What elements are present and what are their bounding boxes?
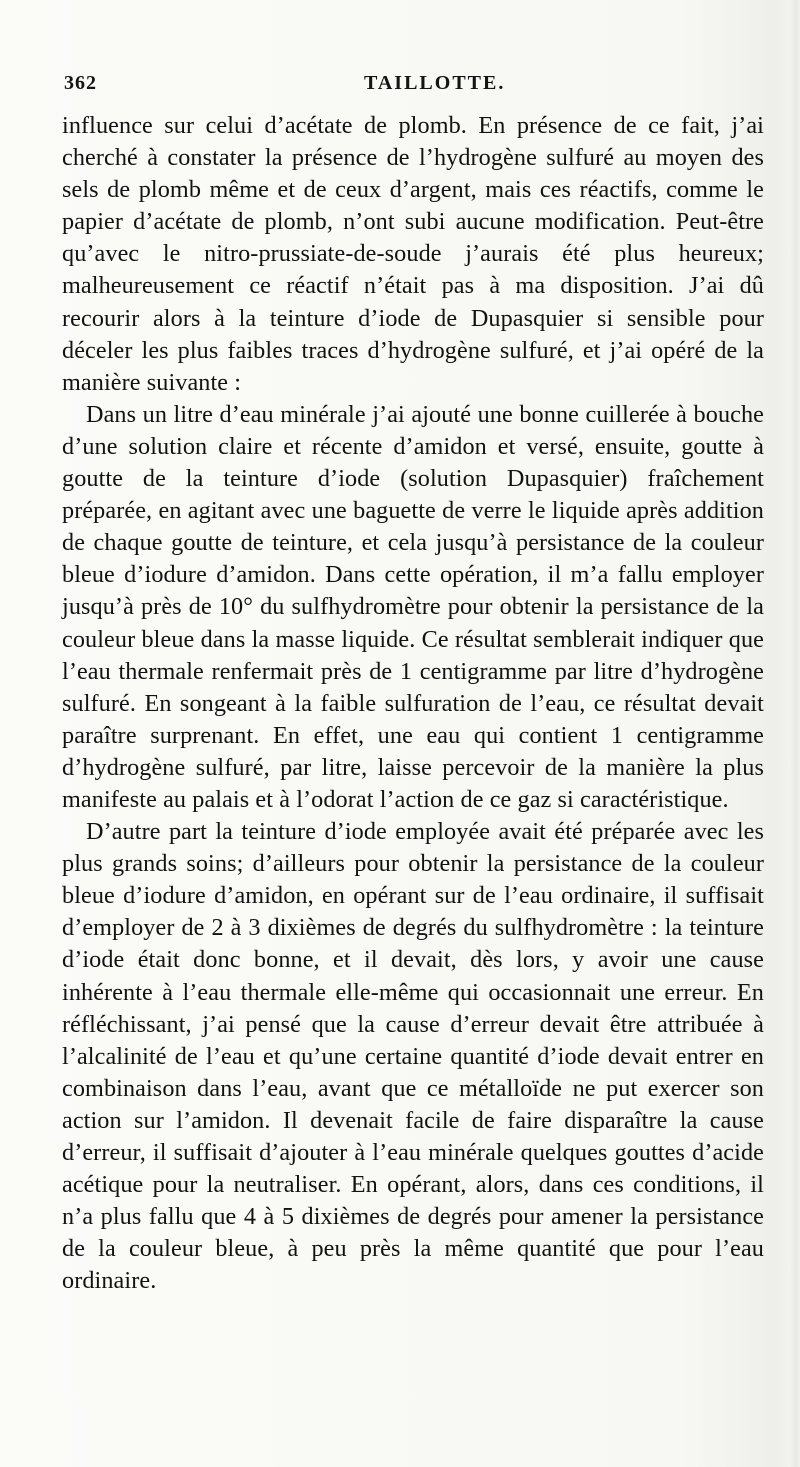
paragraph-3: D’autre part la teinture d’iode employée avait été préparée avec les plus grands soins; d’ailleurs pour obtenir la persistance de la couleur bleue d’iodure d’amidon, en opérant sur de l’eau ordinaire, il suffisait d’employer de 2 à 3 dixièmes de degrés du sulfhydromètre : la teinture d’iode était donc bonne, et il devait, dès lors, y avoir une cause inhérente à l’eau thermale elle-même qui occasionnait une erreur. En réfléchissant, j’ai pensé que la cause d’erreur devait être attribuée à l’alcalinité de l’eau et qu’une certaine quantité d’iode devait entrer en combinaison dans l’eau, avant que ce métalloïde ne put exercer son action sur l’amidon. Il devenait facile de faire disparaître la cause d’erreur, il suffisait d’ajouter à l’eau minérale quelques gouttes d’acide acétique pour la neutraliser. En opérant, alors, dans ces conditions, il n’a plus fallu que 4 à 5 dixièmes de degrés pour amener la persistance de la couleur bleue, à peu près la même quantité que pour l’eau ordinaire. — [62, 818, 764, 1295]
paragraph-1: influence sur celui d’acétate de plomb. En présence de ce fait, j’ai cherché à constater la présence de l’hydrogène sulfuré au moyen des sels de plomb même et de ceux d’argent, mais ces réactifs, comme le papier d’acétate de plomb, n’ont subi aucune modification. Peut-être qu’avec le nitro-prussiate-de-soude j’aurais été plus heureux; malheureusement ce réactif n’était pas à ma disposition. J’ai dû recourir alors à la teinture d’iode de Dupasquier si sensible pour déceler les plus faibles traces d’hydrogène sulfuré, et j’ai opéré de la manière suivante : — [62, 112, 764, 396]
body-text — [62, 110, 764, 1297]
running-head: TAILLOTTE. — [364, 72, 506, 94]
page-edge-shadow — [790, 0, 800, 1467]
paragraph-2: Dans un litre d’eau minérale j’ai ajouté une bonne cuillerée à bouche d’une solution claire et récente d’amidon et versé, ensuite, goutte à goutte de la teinture d’iode (solution Dupasquier) fraîchement préparée, en agitant avec une baguette de verre le liquide après addition de chaque goutte de teinture, et cela jusqu’à persistance de la couleur bleue d’iodure d’amidon. Dans cette opération, il m’a fallu employer jusqu’à près de 10° du sulfhydromètre pour obtenir la persistance de la couleur bleue dans la masse liquide. Ce résultat semblerait indiquer que l’eau thermale renfermait près de 1 centigramme par litre d’hydrogène sulfuré. En songeant à la faible sulfuration de l’eau, ce résultat devait paraître surprenant. En effet, une eau qui contient 1 centigramme d’hydrogène sulfuré, par litre, laisse percevoir de la manière la plus manifeste au palais et à l’odorat l’action de ce gaz si caractéristique. — [62, 400, 764, 813]
page-header — [64, 72, 764, 102]
page-number: 362 — [64, 72, 97, 94]
